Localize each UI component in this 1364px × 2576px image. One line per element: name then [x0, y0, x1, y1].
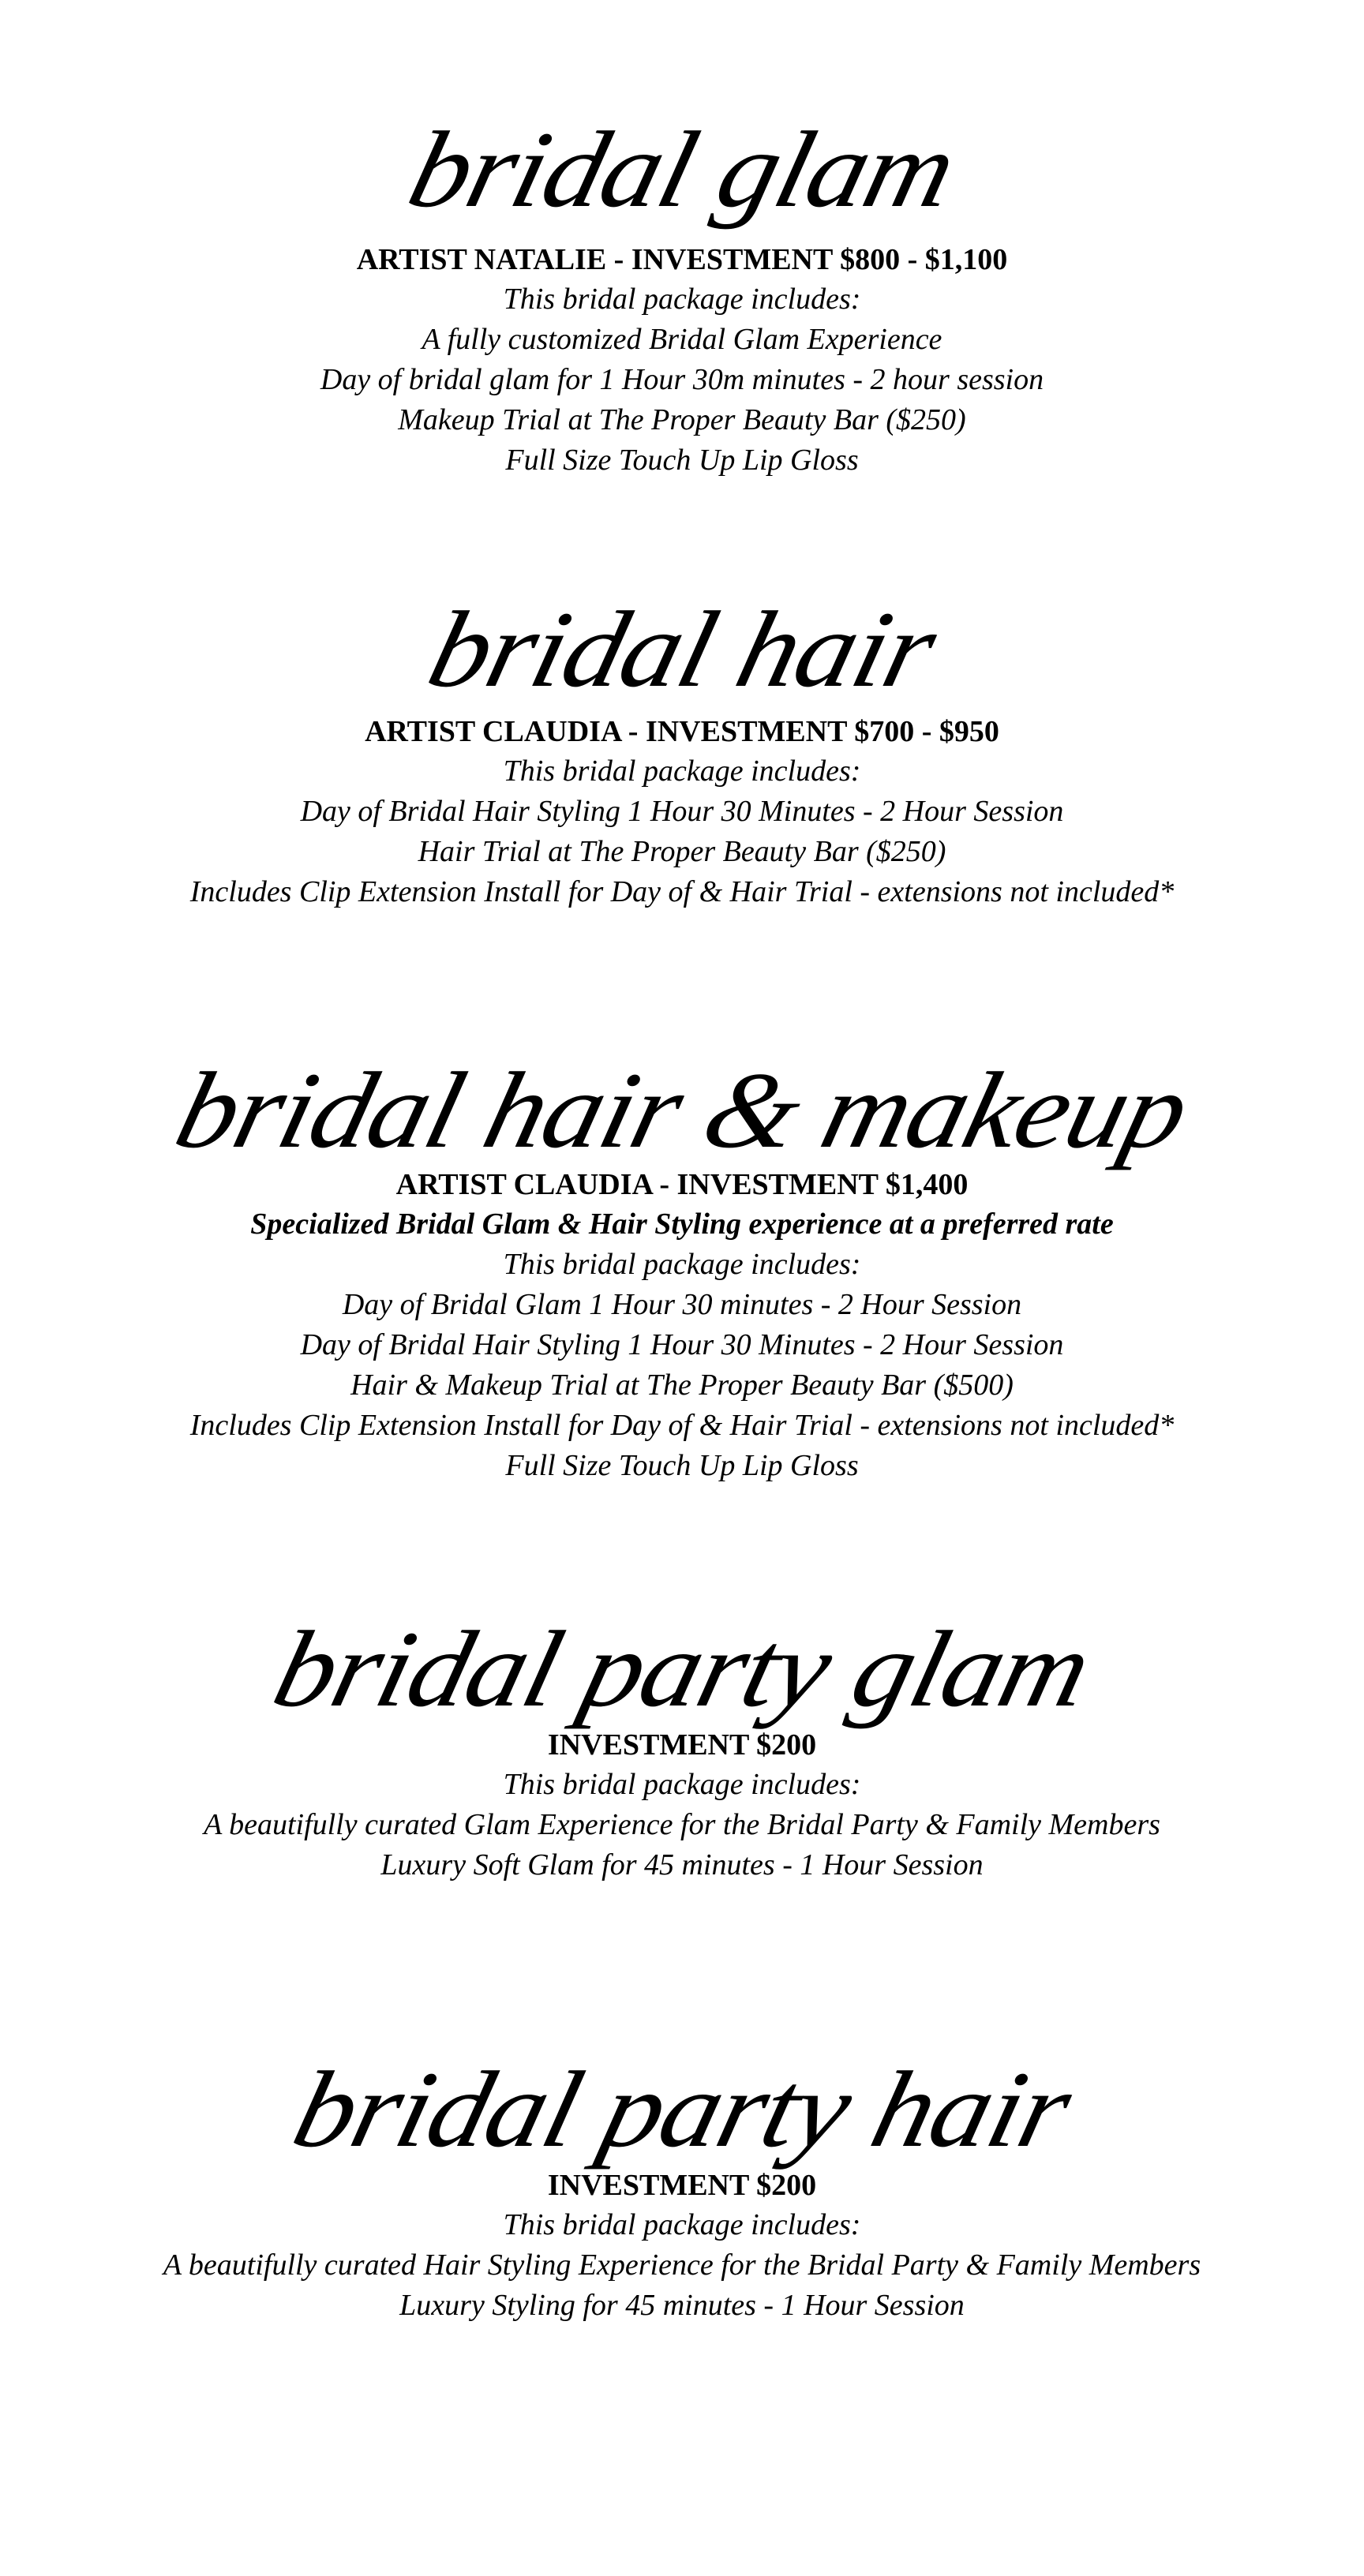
- package-line: Day of bridal glam for 1 Hour 30m minutes - 2 hour session: [320, 363, 1044, 396]
- package-title: bridal glam: [397, 109, 967, 230]
- package-line: Day of Bridal Hair Styling 1 Hour 30 Minutes - 2 Hour Session: [300, 1328, 1064, 1361]
- package-line: Luxury Styling for 45 minutes - 1 Hour Session: [399, 2289, 965, 2322]
- package-line: Hair & Makeup Trial at The Proper Beauty Bar ($500): [350, 1368, 1014, 1402]
- package-bridal-party-hair: [0, 2050, 1364, 2326]
- package-heading: ARTIST CLAUDIA - INVESTMENT $700 - $950: [365, 715, 999, 748]
- package-line: Full Size Touch Up Lip Gloss: [505, 1449, 859, 1482]
- package-line: This bridal package includes:: [503, 754, 861, 788]
- package-line: This bridal package includes:: [503, 1768, 861, 1801]
- package-line: This bridal package includes:: [503, 2208, 861, 2241]
- package-title: bridal party hair: [282, 2049, 1082, 2170]
- package-line: Includes Clip Extension Install for Day of & Hair Trial - extensions not included*: [189, 875, 1175, 908]
- package-line: This bridal package includes:: [503, 1248, 861, 1281]
- package-line: Full Size Touch Up Lip Gloss: [505, 444, 859, 477]
- package-line: A beautifully curated Glam Experience for the Bridal Party & Family Members: [204, 1808, 1160, 1841]
- package-line: Day of Bridal Hair Styling 1 Hour 30 Minutes - 2 Hour Session: [300, 795, 1064, 828]
- package-line: Hair Trial at The Proper Beauty Bar ($250): [418, 835, 946, 868]
- package-bridal-hair: [0, 590, 1364, 912]
- package-subheading: Specialized Bridal Glam & Hair Styling experience at a preferred rate: [250, 1208, 1114, 1241]
- package-heading: INVESTMENT $200: [547, 2169, 817, 2202]
- package-line: This bridal package includes:: [503, 283, 861, 316]
- package-bridal-glam: [0, 110, 1364, 481]
- package-heading: ARTIST CLAUDIA - INVESTMENT $1,400: [395, 1168, 969, 1201]
- package-heading: ARTIST NATALIE - INVESTMENT $800 - $1,100: [356, 243, 1008, 276]
- package-bridal-party-glam: [0, 1610, 1364, 1885]
- package-line: Makeup Trial at The Proper Beauty Bar ($250): [398, 403, 966, 436]
- package-title: bridal hair & makeup: [164, 1050, 1200, 1171]
- package-line: Day of Bridal Glam 1 Hour 30 minutes - 2 Hour Session: [342, 1288, 1022, 1321]
- package-title: bridal hair: [417, 589, 947, 710]
- package-title: bridal party glam: [262, 1608, 1102, 1730]
- package-bridal-hair-makeup: [0, 1051, 1364, 1486]
- package-heading: INVESTMENT $200: [547, 1728, 817, 1762]
- package-line: Luxury Soft Glam for 45 minutes - 1 Hour Session: [380, 1848, 984, 1881]
- package-line: A fully customized Bridal Glam Experience: [422, 323, 942, 356]
- package-line: A beautifully curated Hair Styling Experience for the Bridal Party & Family Members: [163, 2248, 1201, 2282]
- package-line: Includes Clip Extension Install for Day of & Hair Trial - extensions not included*: [189, 1409, 1175, 1442]
